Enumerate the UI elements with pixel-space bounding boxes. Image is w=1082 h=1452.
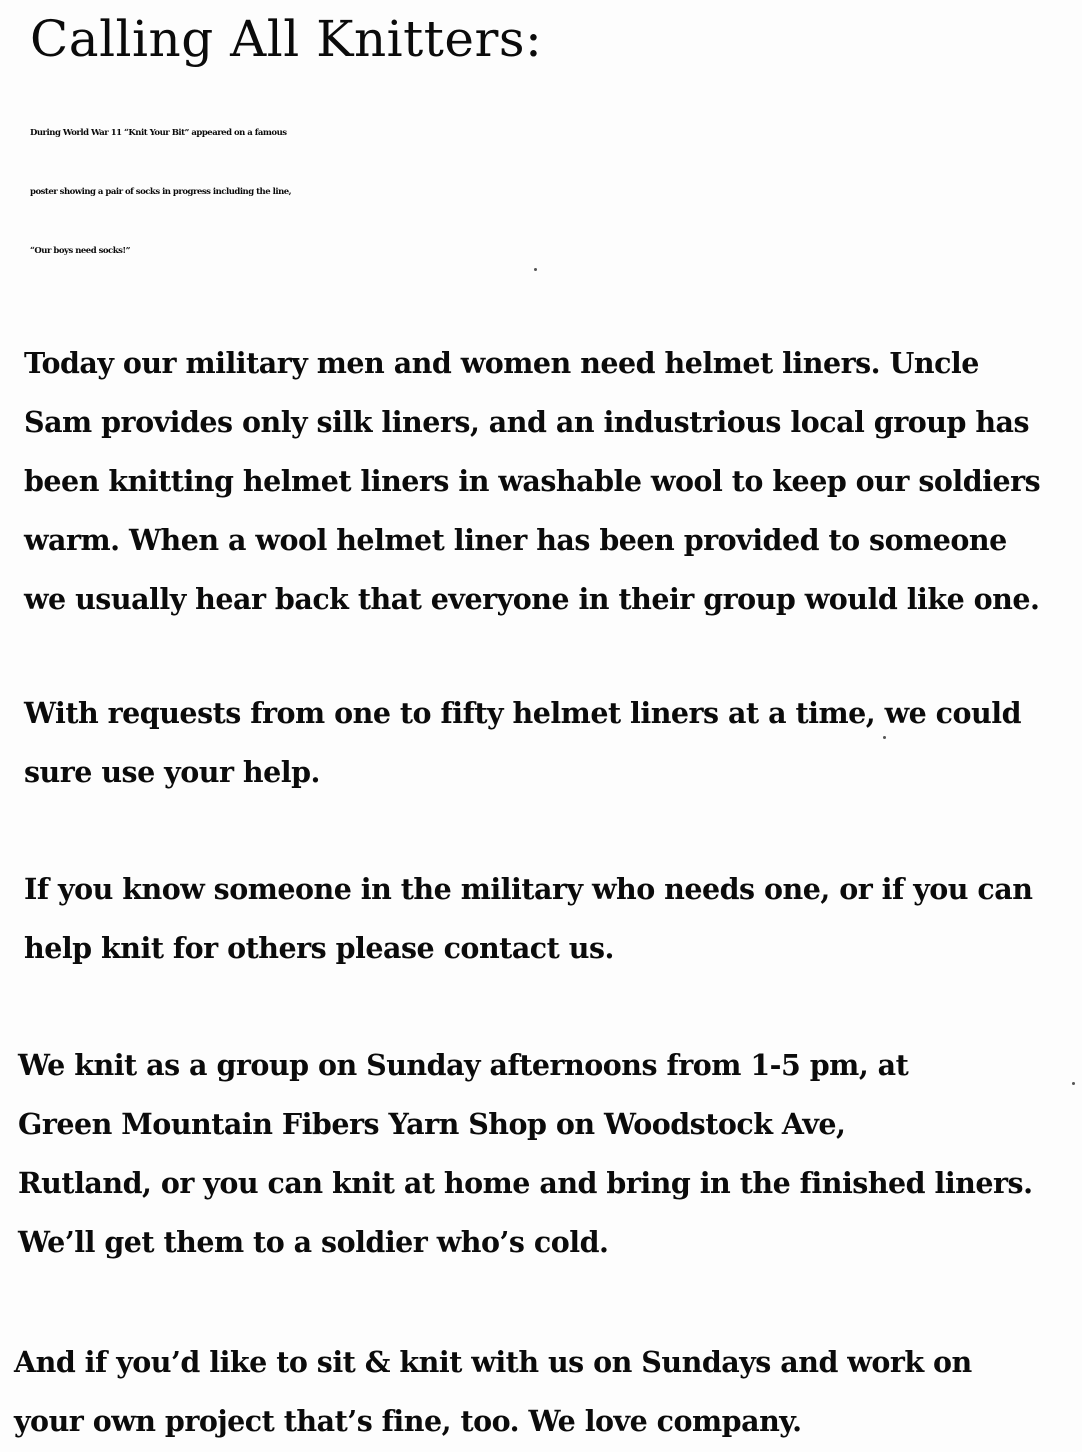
paragraph-requests <box>24 684 1074 802</box>
paragraph-knit-your-bit <box>30 104 1080 281</box>
paragraph-line: Today our military men and women need helmet liners. Uncle <box>24 346 979 380</box>
scan-speck <box>883 736 886 739</box>
paragraph-line: During World War 11 “Knit Your Bit” appeared on a famous <box>30 128 287 138</box>
paragraph-line: We knit as a group on Sunday afternoons from 1-5 pm, at <box>18 1048 909 1082</box>
paragraph-line: sure use your help. <box>24 755 320 789</box>
paragraph-invitation <box>14 1333 1064 1451</box>
paragraph-line: “Our boys need socks!” <box>30 246 131 256</box>
paragraph-line: And if you’d like to sit & knit with us on Sundays and work on <box>14 1345 972 1379</box>
paragraph-line: With requests from one to fifty helmet liners at a time, we could <box>24 696 1022 730</box>
scan-speck <box>534 268 537 271</box>
paragraph-line: If you know someone in the military who needs one, or if you can <box>24 872 1033 906</box>
paragraph-line: Green Mountain Fibers Yarn Shop on Woodstock Ave, <box>18 1107 846 1141</box>
paragraph-line: help knit for others please contact us. <box>24 931 614 965</box>
paragraph-line: Sam provides only silk liners, and an industrious local group has <box>24 405 1030 439</box>
paragraph-line: we usually hear back that everyone in their group would like one. <box>24 582 1040 616</box>
paragraph-line: warm. When a wool helmet liner has been provided to someone <box>24 523 1007 557</box>
paragraph-meeting-info <box>18 1036 1068 1272</box>
paragraph-helmet-liners <box>24 334 1074 629</box>
paragraph-contact <box>24 860 1074 978</box>
paragraph-line: been knitting helmet liners in washable wool to keep our soldiers <box>24 464 1041 498</box>
paragraph-line: poster showing a pair of socks in progress including the line, <box>30 187 292 197</box>
scan-speck <box>1072 1082 1075 1085</box>
paragraph-line: your own project that’s fine, too. We love company. <box>14 1404 802 1438</box>
paragraph-line: Rutland, or you can knit at home and bring in the finished liners. <box>18 1166 1033 1200</box>
flyer-title: Calling All Knitters: <box>30 10 543 68</box>
paragraph-line: We’ll get them to a soldier who’s cold. <box>18 1225 609 1259</box>
